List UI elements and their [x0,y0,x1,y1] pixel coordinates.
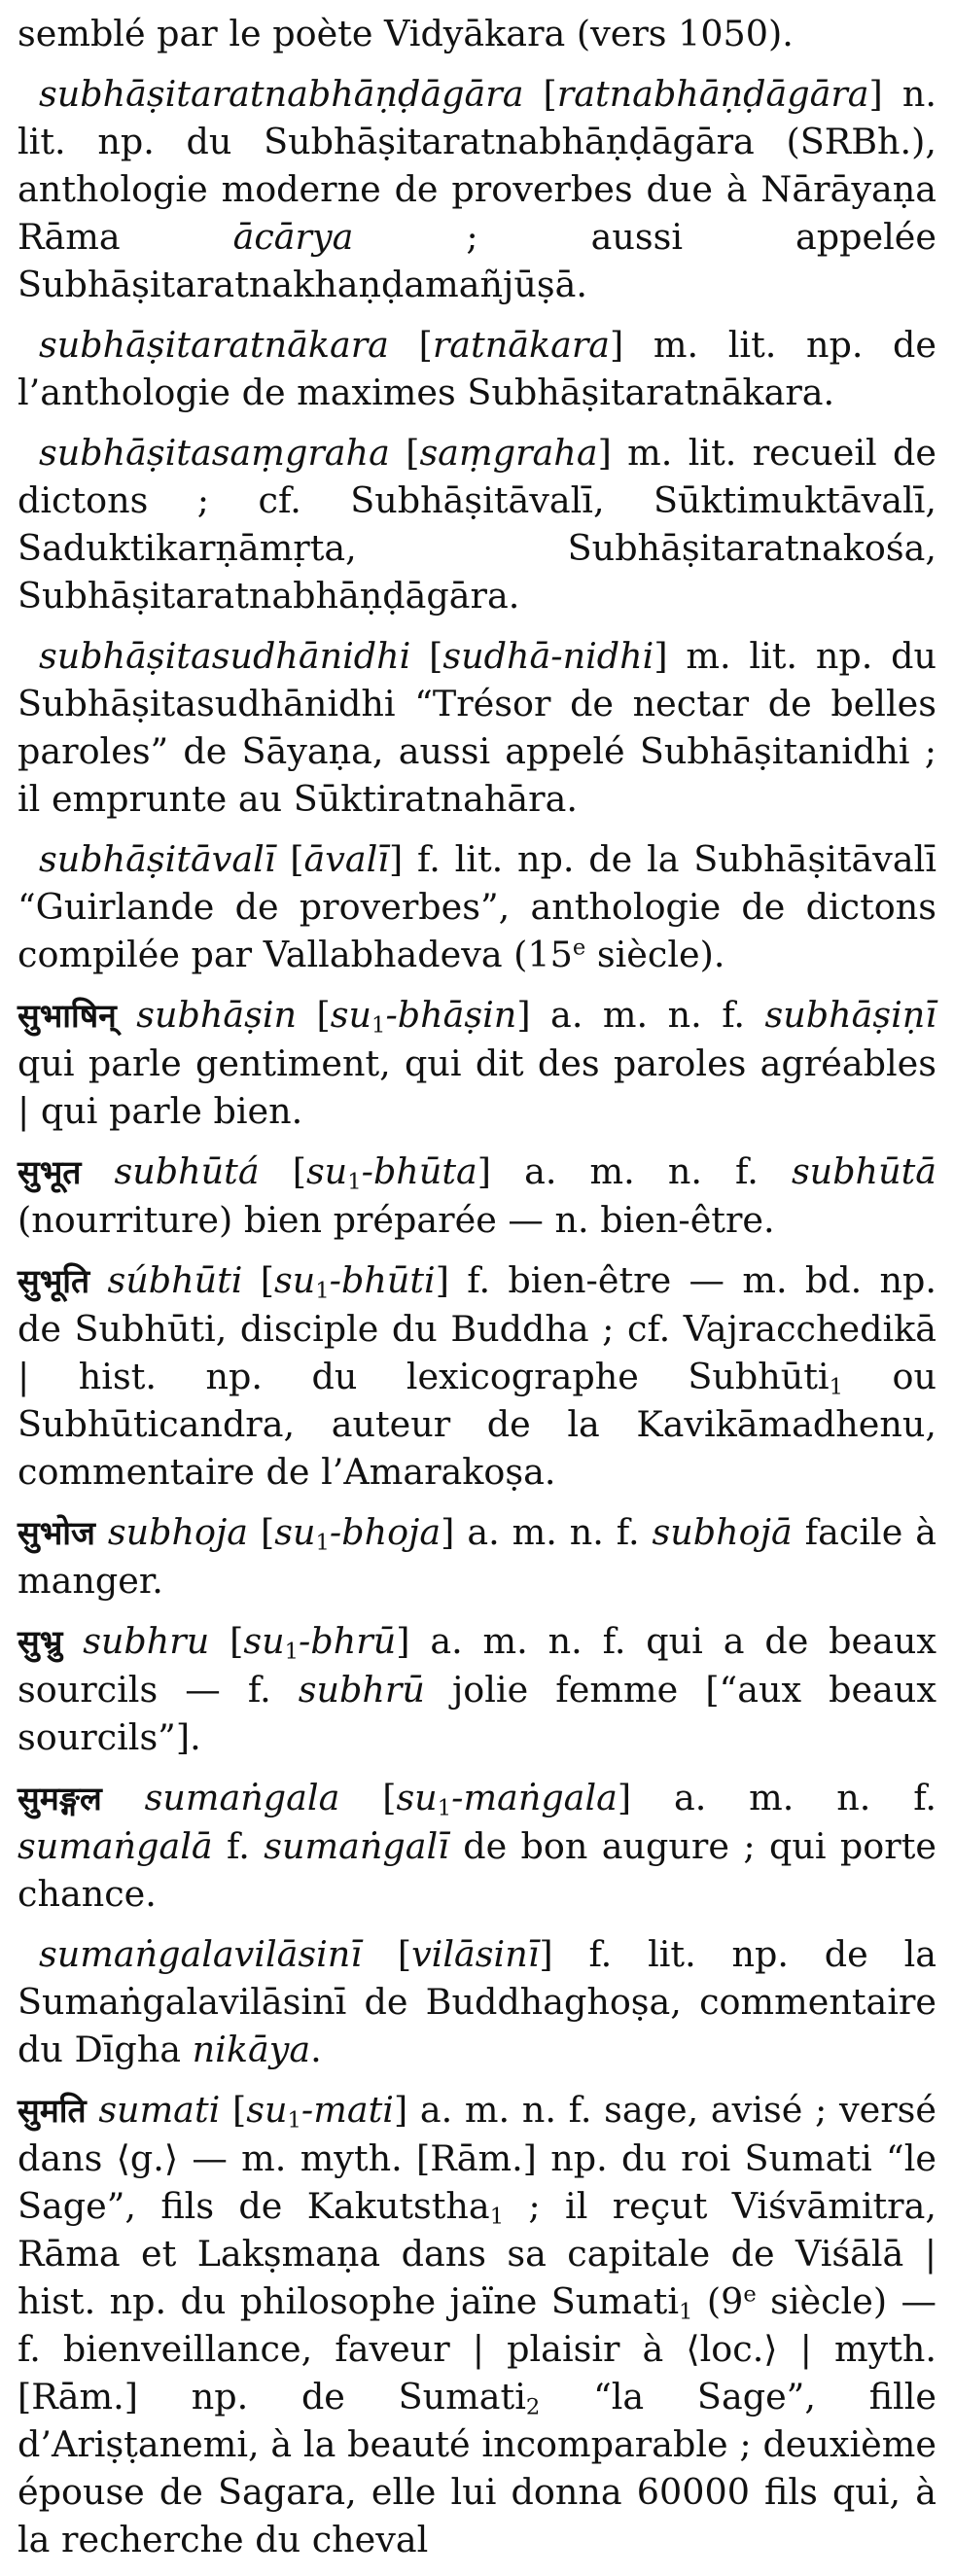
entry-subhru: सुभ्रु subhru $[su_1-bhrū]$ a. m. n. f. qui a de beaux sourcils — f. subhrū jolie femme [“aux beaux sourcils”]. [18,1620,937,1758]
dictionary-page [18,10,936,2576]
entry-subhasitavali: subhāṣitāvalī [āvalī] f. lit. np. de la Subhāṣitāvalī “Guirlande de proverbes”, anthologie de dictons compilée par Vallabhadeva (15e siècle). [18,838,937,975]
entry-sumangalavilasini: sumaṅgalavilāsinī [vilāsinī] f. lit. np. de la Sumaṅgalavilāsinī de Buddhaghoṣa, commentaire du Dīgha nikāya. [18,1933,936,2070]
entry-sumangala: सुमङ्गल sumaṅgala $[su_1-maṅgala]$ a. m. n. f. sumaṅgalā f. sumaṅgalī de bon augure ; qui porte chance. [18,1777,937,1915]
entry-subhasitaratnabhandagara: subhāṣitaratnabhāṇḍāgāra [ratnabhāṇḍāgāra] n. lit. np. du Subhāṣitaratnabhāṇḍāgāra (SRBh.), anthologie moderne de proverbes due à Nārāyaṇa Rāma ācārya ; aussi appelée Subhāṣitaratnakhaṇḍamañjūṣā. [18,73,936,305]
entry-subhuta: सुभूत subhūtá $[su_1-bhūta]$ a. m. n. f. subhūtā (nourriture) bien préparée — n. bien-être. [18,1150,937,1241]
entry-subhuti: सुभूति súbhūti $[su_1-bhūti]$ f. bien-être — m. bd. np. de Subhūti, disciple du Buddha ; cf. Vajracchedikā | hist. np. du lexicographe Subhūti$_1$ ou Subhūticandra, auteur de la Kavikāmadhenu, commentaire de l’Amarakoṣa. [18,1259,937,1493]
entry-subhoja: सुभोज subhoja $[su_1-bhoja]$ a. m. n. f. subhojā facile à manger. [18,1511,937,1602]
entry-subhasitasamgraha: subhāṣitasaṃgraha [saṃgraha] m. lit. recueil de dictons ; cf. Subhāṣitāvalī, Sūktimuktāvalī, Saduktikarṇāmṛta, Subhāṣitaratnakośa, Subhāṣitaratnabhāṇḍāgāra. [18,432,936,617]
entry-continuation: semblé par le poète Vidyākara (vers 1050). [18,13,794,54]
entry-subhasitaratnakara: subhāṣitaratnākara [ratnākara] m. lit. np. de l’anthologie de maximes Subhāṣitaratnākara. [18,324,937,413]
entry-subhasitasudhanidhi: subhāṣitasudhānidhi [sudhā-nidhi] m. lit. np. du Subhāṣitasudhānidhi “Trésor de nectar de belles paroles” de Sāyaṇa, aussi appelé Subhāṣitanidhi ; il emprunte au Sūktiratnahāra. [18,635,937,820]
entry-subhasin: सुभाषिन् subhāṣin $[su_1-bhāṣin]$ a. m. n. f. subhāṣiṇī qui parle gentiment, qui dit des paroles agréables | qui parle bien. [18,994,936,1132]
entry-sumati: सुमति sumati $[su_1-mati]$ a. m. n. f. sage, avisé ; versé dans ⟨g.⟩ — m. myth. [Rām.] np. du roi Sumati “le Sage”, fils de Kakutstha$_1$ ; il reçut Viśvāmitra, Rāma et Lakṣmaṇa dans sa capitale de Viśālā | hist. np. du philosophe jaïne Sumati$_1$ (9e siècle) — f. bienveillance, faveur | plaisir à ⟨loc.⟩ | myth. [Rām.] np. de Sumati$_2$ “la Sage”, fille d’Ariṣṭanemi, à la beauté incomparable ; deuxième épouse de Sagara, elle lui donna 60000 fils qui, à la recherche du cheval [18,2089,937,2560]
